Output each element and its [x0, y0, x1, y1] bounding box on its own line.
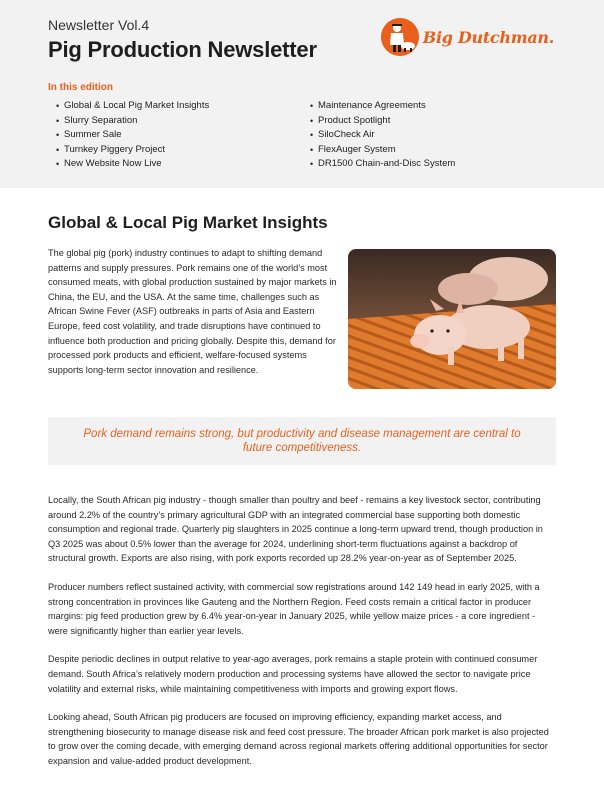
intro-row — [48, 246, 556, 389]
pull-quote — [48, 417, 556, 465]
newsletter-volume: Newsletter Vol.4 — [48, 17, 150, 33]
body-paragraph: Locally, the South African pig industry - though smaller than poultry and beef - remains a key livestock sector, contributing around 2.2% of the country’s primary agricultural GDP with an integrated commercial base supporting both domestic consumption and regional trade. Quarterly pig slaughters in 2025 continue a long-term upward trend, though production in Q3 2025 was about 0.5% lower than the average for 2024, underlining short-term fluctuations against a backdrop of structural growth. Exports are also rising, with pork exports recorded up 28.2% year-on-year as of September 2025. — [48, 495, 543, 564]
article-body — [48, 493, 556, 769]
list-item: • FlexAuger System — [310, 143, 556, 158]
list-item: • Product Spotlight — [310, 114, 556, 129]
list-item: • Slurry Separation — [56, 114, 302, 129]
body-paragraph: Producer numbers reflect sustained activity, with commercial sow registrations around 142 149 head in early 2025, with a strong concentration in provinces like Gauteng and the Northern Region. Feed costs remain a critical factor in producer margins: pig feed production grew by 6.4% year-on-year in January 2025, while yellow maize prices - a core ingredient - were significantly higher than earlier year levels. — [48, 581, 540, 636]
market-insights-section — [0, 212, 604, 769]
newsletter-header — [0, 0, 604, 188]
big-dutchman-logo — [381, 18, 554, 56]
piglets-photo — [348, 249, 556, 389]
page-title: Pig Production Newsletter — [48, 37, 317, 62]
list-item: • New Website Now Live — [56, 157, 302, 172]
edition-list-right — [302, 99, 556, 172]
edition-label: In this edition — [48, 82, 113, 93]
logo-wordmark: Big Dutchman. — [422, 27, 554, 47]
list-item: • Maintenance Agreements — [310, 99, 556, 114]
edition-list-left — [48, 99, 302, 172]
section-title: Global & Local Pig Market Insights — [48, 213, 328, 232]
farmer-pig-logo-icon — [381, 18, 419, 56]
list-item: • Summer Sale — [56, 128, 302, 143]
list-item: • Turnkey Piggery Project — [56, 143, 302, 158]
intro-paragraph: The global pig (pork) industry continues to adapt to shifting demand patterns and supply pressures. Pork remains one of the world’s most consumed meats, with global production sustained by major markets in China, the EU, and the USA. At the same time, challenges such as African Swine Fever (ASF) outbreaks in parts of Asia and Eastern Europe, feed cost volatility, and trade disruptions have continued to influence both production and pricing globally. Despite this, demand for processed pork products and efficient, welfare-focused systems supports long-term sector innovation and resilience. — [48, 248, 337, 375]
list-item: • SiloCheck Air — [310, 128, 556, 143]
pull-quote-text: Pork demand remains strong, but productivity and disease management are central to future competitiveness. — [83, 428, 521, 454]
list-item: • DR1500 Chain-and-Disc System — [310, 157, 556, 172]
body-paragraph: Despite periodic declines in output relative to year-ago averages, pork remains a staple protein with continued consumer demand. South Africa’s relatively modern production and processing systems have allowed the sector to navigate price volatility and external risks, while maintaining competitiveness with imports and growing export flows. — [48, 654, 538, 694]
edition-list — [48, 99, 556, 172]
body-paragraph: Looking ahead, South African pig producers are focused on improving efficiency, expanding market access, and strengthening biosecurity to manage disease risk and feed cost pressure. The broader African pork market is also projected to grow over the coming decade, with emerging demand across regional markets offering additional opportunities for sector expansion and value-added product development. — [48, 712, 549, 766]
list-item: • Global & Local Pig Market Insights — [56, 99, 302, 114]
